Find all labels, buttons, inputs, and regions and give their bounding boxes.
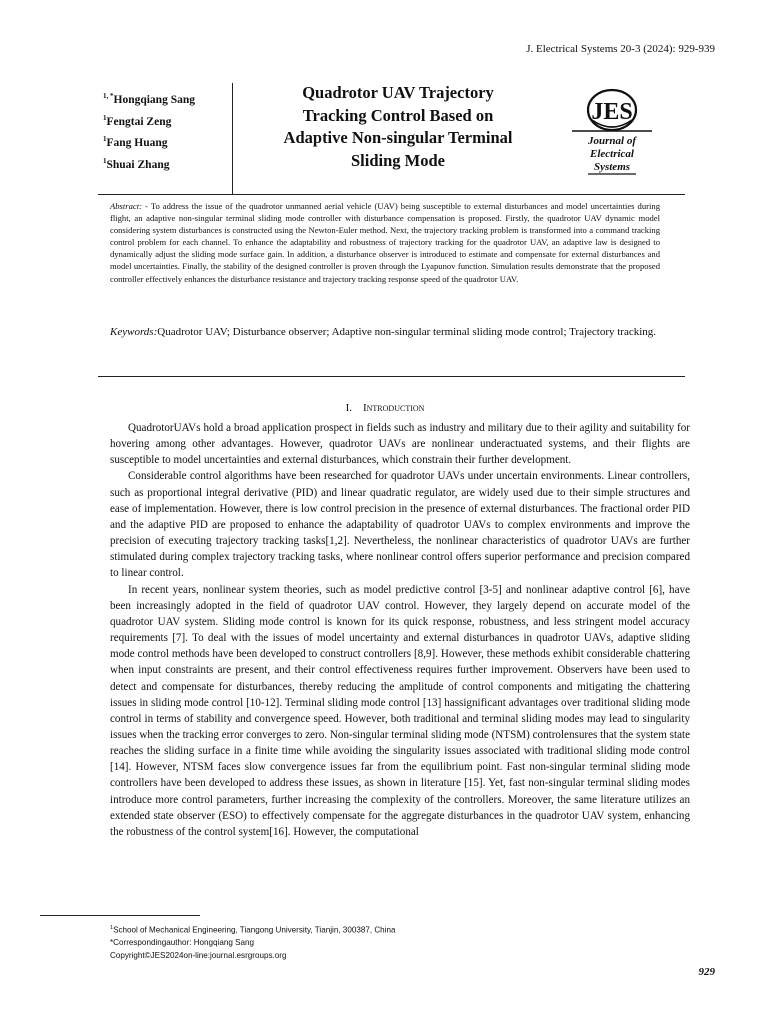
body-text xyxy=(110,420,690,840)
author-entry xyxy=(103,86,228,108)
logo-line-2: Electrical xyxy=(590,148,634,160)
paragraph: QuadrotorUAVs hold a broad application prospect in fields such as industry and military due to their agility and suitability for hovering among other advantages. However, quadrotor UAVs are nonlinear underactuated systems, and their flights are susceptible to model uncertainties and external disturbances, which constrain their further development. xyxy=(110,422,690,467)
author-name: Shuai Zhang xyxy=(106,158,170,171)
footnote-corresponding: *Correspondingauthor: Hongqiang Sang xyxy=(110,938,254,948)
title-line: Adaptive Non-singular Terminal xyxy=(283,128,513,147)
abstract-label: Abstract: - xyxy=(110,201,148,211)
section-heading xyxy=(110,402,660,414)
header-rule xyxy=(98,194,685,195)
author-name: Fengtai Zeng xyxy=(106,115,172,128)
logo-line-3: Systems xyxy=(593,161,631,173)
page-number: 929 xyxy=(698,966,715,978)
journal-reference: J. Electrical Systems 20-3 (2024): 929-939 xyxy=(526,43,715,55)
journal-logo xyxy=(558,84,666,180)
jes-logo-graphic xyxy=(558,84,666,180)
paper-title xyxy=(248,82,548,172)
logo-line-1: Journal of xyxy=(588,135,636,147)
author-name: Fang Huang xyxy=(106,137,168,149)
section-title: Introduction xyxy=(362,402,425,414)
footnote-copyright: Copyright©JES2024on-line:journal.esrgroups.org xyxy=(110,950,287,960)
affiliation-text: School of Mechanical Engineering, Tiangong University, Tianjin, 300387, China xyxy=(113,925,396,935)
author-list xyxy=(103,86,228,172)
author-affiliation-mark: 1 xyxy=(103,113,107,122)
author-entry xyxy=(103,151,228,173)
title-line: Tracking Control Based on xyxy=(302,105,494,125)
title-line: Sliding Mode xyxy=(351,150,445,170)
author-entry xyxy=(103,108,228,130)
keywords-label: Keywords: xyxy=(110,326,158,338)
title-line: Quadrotor UAV Trajectory xyxy=(302,83,494,102)
paragraph: In recent years, nonlinear system theories, such as model predictive control [3-5] and nonlinear adaptive control [6], have been increasingly adopted in the field of quadrotor UAV control. However, they largely depend on accurate model of the quadrotor UAV system. Sliding mode control is known for its quick response, robustness, and less stringent model accuracy requirements [7]. To deal with the issues of model uncertainty and external disturbances in quadrotor UAVs, adaptive sliding mode control methods have been developed to construct controllers [8,9]. However, these methods exhibit considerable chattering when input constraints are present, and their control effectiveness requires further improvement. Observers have been used to detect and compensate for disturbances, thereby reducing the amplitude of control components and mitigating the chattering issues in sliding mode control [10-12]. Terminal sliding mode control [13] hassignificant advantages over traditional sliding mode control in terms of stability and convergence speed. However, both traditional and terminal sliding modes may lead to singularity issues when the tracking error converges to zero. Non-singular terminal sliding mode (NTSM) controlensures that the system state reaches the sliding surface in a finite time while avoiding the singularity issues associated with traditional sliding mode control [14]. However, NTSM faces slow convergence issues far from the equilibrium point. Fast non-singular terminal sliding mode controllers have been developed to address these issues, as shown in literature [15]. Yet, fast non-singular terminal sliding modes introduce more control parameters, further increasing the complexity of the controllers. Moreover, the same literature utilizes an extended state observer (ESO) to effectively compensate for the aggregate disturbances in the quadrotor UAV system, enhancing the robustness of the control system[16]. However, the computational xyxy=(110,583,690,838)
footnotes xyxy=(110,922,395,962)
author-affiliation-mark: 1 xyxy=(103,135,107,143)
abstract-text: To address the issue of the quadrotor unmanned aerial vehicle (UAV) being susceptible to external disturbances and model uncertainties during flight, an adaptive non-singular terminal sliding mode controller with disturbance compensation is proposed. Firstly, the quadrotor UAV dynamic model considering system disturbances is constructed using the Newton-Euler method. Next, the trajectory tracking problem is transformed into a command tracking control problem for each channel. To enhance the adaptability and robustness of trajectory tracking for the quadrotor UAV, an adaptive law is designed to dynamically adjust the sliding mode surface gain. In addition, a disturbance observer is introduced to estimate and compensate for external disturbances and model uncertainties. Finally, the stability of the designed controller is proven through the Lyapunov function. Simulation results demonstrate that the proposed controller effectively enhances the disturbance resistance and trajectory tracking response speed of the quadrotor UAV. xyxy=(110,201,660,284)
author-entry xyxy=(103,129,228,151)
author-affiliation-mark: 1 xyxy=(103,156,107,165)
abstract xyxy=(110,200,660,285)
header-vertical-divider xyxy=(232,83,233,195)
footnote-mark: 1 xyxy=(110,925,114,931)
logo-mark: JES xyxy=(591,99,633,125)
footnote-rule xyxy=(40,915,200,916)
section-number: I. xyxy=(345,402,352,414)
author-affiliation-mark: 1, * xyxy=(103,92,114,100)
abstract-rule xyxy=(98,376,685,377)
author-name: Hongqiang Sang xyxy=(113,94,195,106)
keywords xyxy=(110,325,660,339)
footnote-affiliation xyxy=(110,922,395,937)
keywords-text: Quadrotor UAV; Disturbance observer; Adaptive non-singular terminal sliding mode control; Trajectory tracking. xyxy=(157,326,657,338)
paragraph: Considerable control algorithms have been researched for quadrotor UAVs under uncertain environments. Linear controllers, such as proportional integral derivative (PID) and linear quadratic regulator, are widely used due to their simple structures and ease of implementation. However, there is low control precision in the presence of external disturbances. The fractional order PID and the adaptive PID are proposed to enhance the adaptability of quadrotor UAVs to complex environments and improve the precision of executing trajectory tracking tasks[1,2]. Nevertheless, the nonlinear characteristics of quadrotor UAVs are further stimulated during complex trajectory tracking tasks, where nonlinear control offers superior performance and precision compared to linear control. xyxy=(110,470,690,580)
